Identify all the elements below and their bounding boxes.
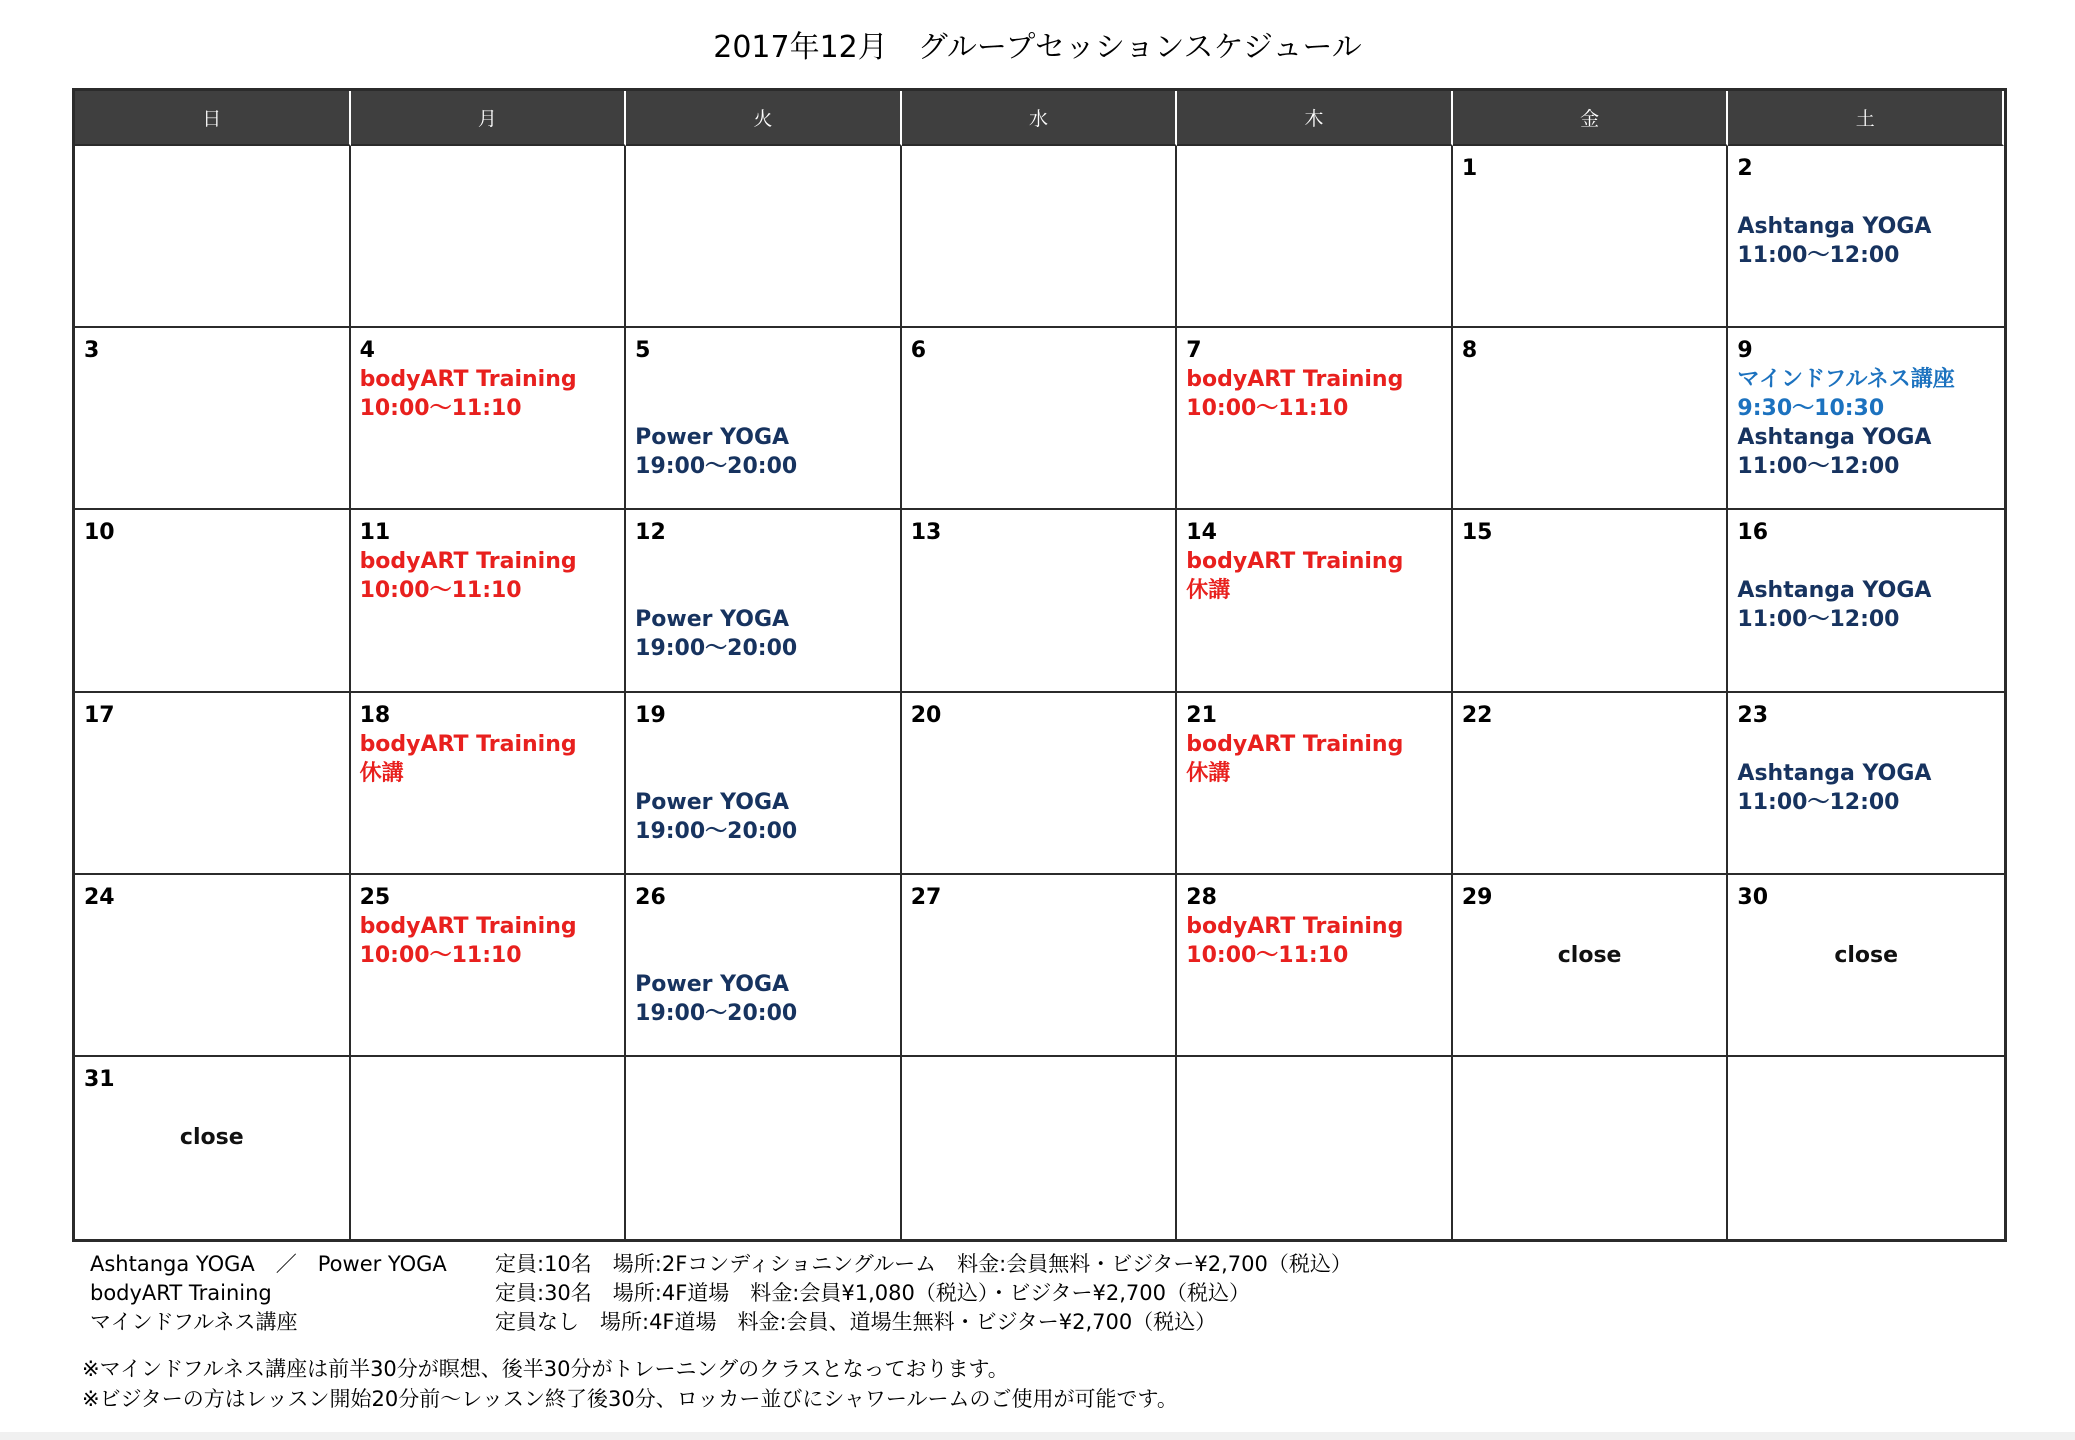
day-cell [1728,146,2004,328]
session-line: Power YOGA [635,425,790,451]
session-line [635,547,900,576]
day-number [360,154,625,183]
session-line [635,576,900,605]
day-number: 7 [1186,338,1202,364]
day-cell [75,1057,351,1239]
legend-class-name: マインドフルネス講座 [90,1310,298,1334]
weekday-header: 土 [1728,91,2004,146]
day-cell [1453,875,1729,1057]
session-line: bodyART Training [1186,367,1404,393]
day-number: 3 [84,338,100,364]
day-number: 27 [910,884,942,910]
weekday-header: 月 [351,91,627,146]
day-number: 20 [910,702,942,728]
day-cell [75,693,351,875]
legend [90,1250,1352,1337]
day-cell [1177,875,1453,1057]
session-line: 休講 [1186,578,1231,604]
day-cell [75,328,351,510]
session-line: Power YOGA [635,789,790,815]
day-cell [626,328,902,510]
day-cell [351,146,627,328]
session-line [635,365,900,394]
session-line: 19:00〜20:00 [635,1000,798,1026]
session-line: 11:00〜12:00 [1737,789,1900,815]
session-line: bodyART Training [359,913,577,939]
day-cell [902,328,1178,510]
day-number: 14 [1186,520,1217,546]
day-number: 8 [1461,338,1478,364]
day-number [635,154,900,183]
day-number: 24 [84,884,115,910]
day-number: 31 [84,1066,115,1092]
day-cell [626,875,902,1057]
day-cell [902,1057,1178,1239]
legend-row [90,1308,1352,1337]
closed-label: close [1834,942,1899,968]
legend-class-detail: 定員:10名 場所:2Fコンディショニングルーム 料金:会員無料・ビジター¥2,700（税込） [495,1252,1352,1276]
day-cell [1453,328,1729,510]
weekday-header: 金 [1453,91,1729,146]
day-cell [1453,510,1729,692]
day-cell [902,875,1178,1057]
day-number: 17 [84,702,115,728]
session-line: bodyART Training [359,731,577,757]
session-line [1737,183,2004,212]
session-line: マインドフルネス講座 [1737,367,1955,393]
session-line: Power YOGA [635,971,790,997]
session-line: Ashtanga YOGA [1737,578,1932,604]
day-number: 12 [635,520,666,546]
session-line: Ashtanga YOGA [1737,214,1932,239]
session-line [635,730,900,759]
session-line: 19:00〜20:00 [635,818,798,844]
session-line: 休講 [359,760,404,786]
day-number: 9 [1737,338,1753,364]
day-cell [626,1057,902,1239]
day-number [1737,1065,2004,1094]
session-line: 休講 [1186,760,1231,786]
session-line: 19:00〜20:00 [635,636,798,662]
session-line: bodyART Training [359,549,577,575]
session-line [84,1094,349,1123]
day-cell [626,146,902,328]
session-line: 11:00〜12:00 [1737,454,1900,480]
day-cell [902,693,1178,875]
day-cell [75,875,351,1057]
legend-row [90,1250,1352,1279]
session-line: bodyART Training [1186,549,1404,575]
session-line: 11:00〜12:00 [1737,607,1900,633]
session-line [635,912,900,941]
day-cell [1177,693,1453,875]
day-cell [351,510,627,692]
day-number: 4 [359,338,375,364]
weekday-header: 火 [626,91,902,146]
day-number [1186,154,1451,183]
session-line: 11:00〜12:00 [1737,243,1900,268]
legend-class-name: bodyART Training [90,1281,272,1305]
closed-label: close [1557,942,1622,968]
day-number: 2 [1737,156,1753,181]
day-cell [1728,1057,2004,1239]
session-line [1737,547,2004,576]
session-line [635,759,900,788]
note-line: ※マインドフルネス講座は前半30分が瞑想、後半30分がトレーニングのクラスとなっております。 [82,1357,1009,1381]
session-line: bodyART Training [1186,913,1404,939]
day-cell [902,510,1178,692]
day-number [635,1065,900,1094]
day-number: 29 [1461,884,1493,910]
day-cell [1728,510,2004,692]
session-line [1462,912,1727,941]
closed-label: close [179,1124,244,1150]
legend-class-detail: 定員なし 場所:4F道場 料金:会員、道場生無料・ビジター¥2,700（税込） [495,1310,1217,1334]
day-cell [1728,328,2004,510]
calendar-grid [72,88,2007,1242]
weekday-header: 水 [902,91,1178,146]
day-number: 19 [635,702,666,728]
session-line [635,941,900,970]
day-cell [1453,146,1729,328]
session-line: 10:00〜11:10 [1186,942,1349,968]
weekday-header: 木 [1177,91,1453,146]
legend-class-name: Ashtanga YOGA ／ Power YOGA [90,1252,447,1276]
day-cell [1177,328,1453,510]
day-number: 6 [910,338,927,364]
session-line: 10:00〜11:10 [359,942,522,968]
day-number: 15 [1461,520,1493,546]
bottom-strip [0,1432,2075,1440]
legend-row [90,1279,1352,1308]
day-number: 21 [1186,702,1217,728]
session-line [1737,730,2004,759]
day-number [1186,1065,1451,1094]
day-number: 22 [1461,702,1493,728]
day-number [1462,1065,1727,1094]
day-cell [626,510,902,692]
day-number: 10 [84,520,115,546]
day-cell [351,875,627,1057]
session-line: bodyART Training [1186,731,1404,757]
weekday-header: 日 [75,91,351,146]
day-number [911,1065,1176,1094]
day-number: 18 [359,702,391,728]
legend-class-detail: 定員:30名 場所:4F道場 料金:会員¥1,080（税込）・ビジター¥2,700（税込） [495,1281,1251,1305]
day-cell [351,1057,627,1239]
day-number: 25 [359,884,391,910]
day-cell [902,146,1178,328]
session-line: 19:00〜20:00 [635,454,798,480]
session-line: 10:00〜11:10 [359,396,522,422]
day-number [84,154,349,183]
session-line [1737,912,2004,941]
day-cell [1177,146,1453,328]
session-line: 9:30〜10:30 [1737,396,1885,422]
session-line: 10:00〜11:10 [359,578,522,604]
day-cell [1728,875,2004,1057]
day-number [911,154,1176,183]
note-line: ※ビジターの方はレッスン開始20分前〜レッスン終了後30分、ロッカー並びにシャワールームのご使用が可能です。 [82,1387,1178,1411]
day-number: 26 [635,884,666,910]
day-number: 1 [1461,156,1478,181]
session-line: Ashtanga YOGA [1737,760,1932,786]
day-cell [1177,510,1453,692]
day-number: 30 [1737,884,1769,910]
day-cell [1453,693,1729,875]
day-number: 23 [1737,702,1769,728]
day-cell [351,693,627,875]
day-cell [75,510,351,692]
day-cell [626,693,902,875]
session-line [635,394,900,423]
day-number [360,1065,625,1094]
session-line: Ashtanga YOGA [1737,425,1932,451]
session-line: bodyART Training [359,367,577,393]
day-cell [1728,693,2004,875]
day-number: 13 [910,520,942,546]
day-number: 11 [359,520,391,546]
day-cell [351,328,627,510]
day-cell [1453,1057,1729,1239]
day-number: 5 [635,338,651,364]
page-title: 2017年12月 グループセッションスケジュール [713,30,1362,65]
session-line: 10:00〜11:10 [1186,396,1349,422]
day-cell [75,146,351,328]
notes [82,1354,1178,1414]
day-cell [1177,1057,1453,1239]
day-number: 16 [1737,520,1769,546]
session-line: Power YOGA [635,607,790,633]
day-number: 28 [1186,884,1217,910]
